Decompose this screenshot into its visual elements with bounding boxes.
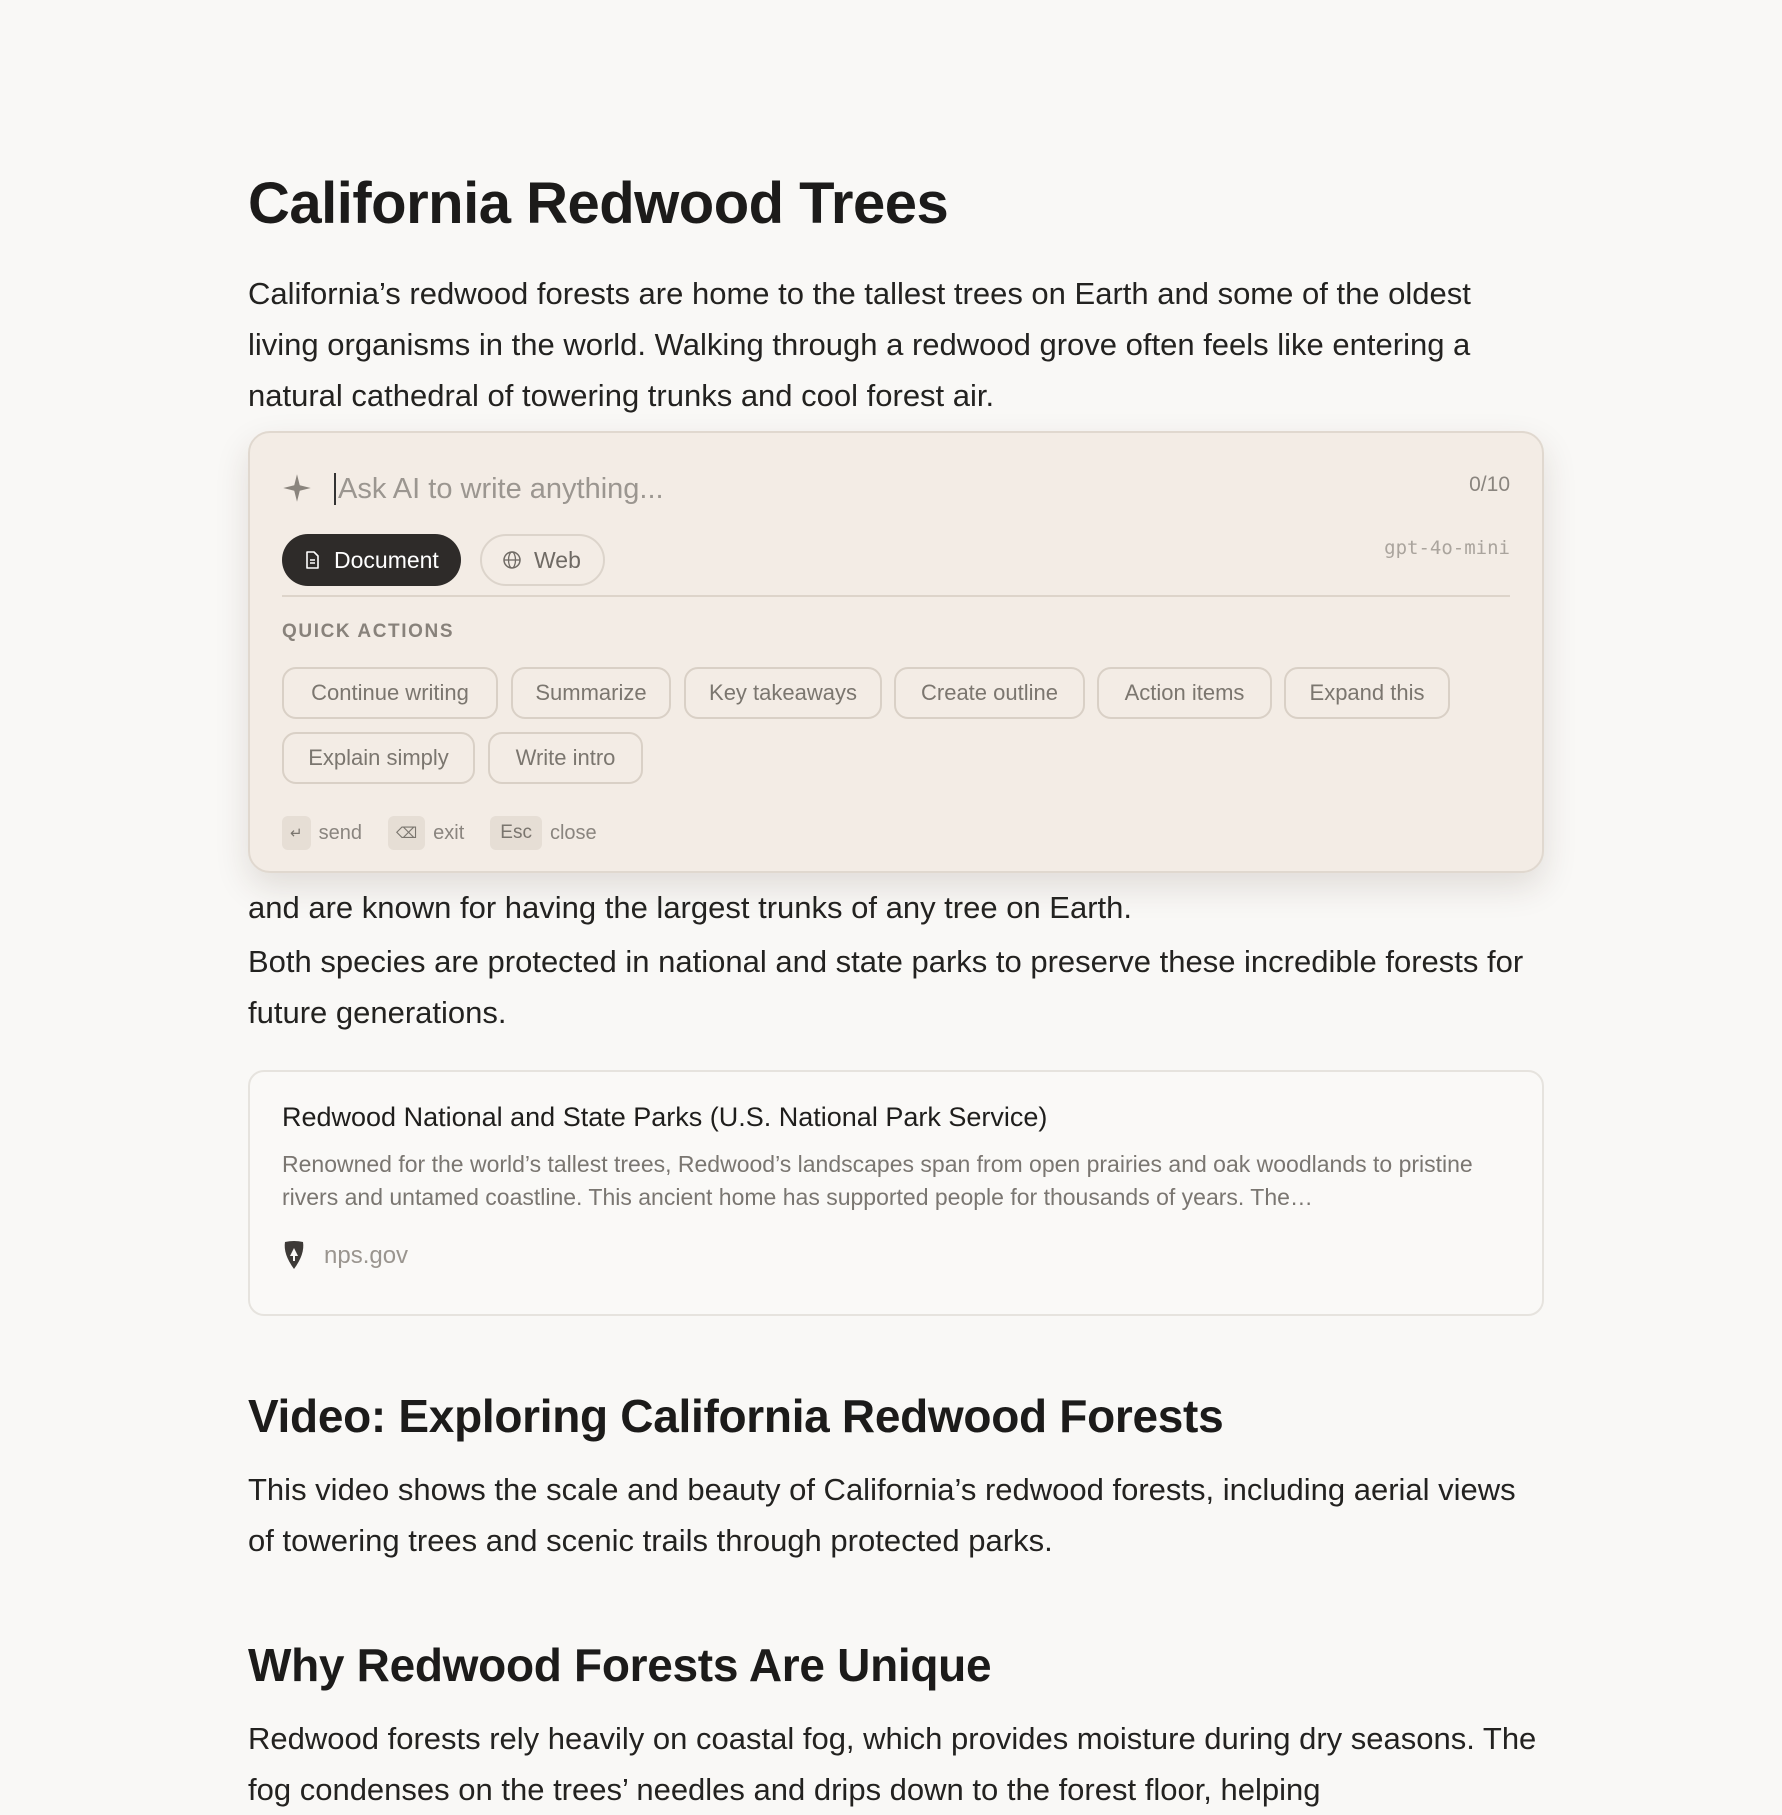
ai-prompt-input[interactable] [336,467,1338,511]
video-description-paragraph[interactable]: This video shows the scale and beauty of California’s redwood forests, including aerial views of towering trees and scenic trails through protected parks. [248,1472,1516,1558]
backspace-key-badge: ⌫ [388,816,425,850]
close-hint: close [549,821,597,844]
link-card-domain: nps.gov [324,1242,409,1269]
mode-document-button[interactable] [282,534,461,586]
globe-icon [502,550,522,570]
quick-action-action-items[interactable]: Action items [1097,667,1272,719]
quick-action-write-intro[interactable]: Write intro [488,732,643,784]
quick-action-continue-writing[interactable]: Continue writing [282,667,498,719]
unique-paragraph[interactable]: Redwood forests rely heavily on coastal fog, which provides moisture during dry seasons. The fog condenses on the trees’ needles and drips down to the forest floor, helping [248,1721,1537,1807]
mode-web-button[interactable] [480,534,605,586]
document-icon [302,550,322,570]
page-title: California Redwood Trees [248,171,949,236]
quick-action-create-outline[interactable]: Create outline [894,667,1085,719]
quick-action-key-takeaways[interactable]: Key takeaways [684,667,882,719]
mode-web-label: Web [534,546,581,573]
quick-action-explain-simply[interactable]: Explain simply [282,732,475,784]
character-counter: 0/10 [1469,473,1510,496]
keyboard-hints [282,815,623,851]
paragraph-continued[interactable]: and are known for having the largest trunks of any tree on Earth. [248,890,1133,925]
sparkle-icon [282,473,312,503]
link-card-description: Renowned for the world’s tallest trees, Redwood’s landscapes span from open prairies and oak woodlands to pristine rivers and untamed coastline. This ancient home has supported people for thousands of years. The… [282,1151,1473,1210]
quick-actions-label: QUICK ACTIONS [282,621,455,642]
send-hint: send [318,821,362,844]
link-preview-card[interactable] [248,1070,1544,1316]
quick-action-expand-this[interactable]: Expand this [1284,667,1450,719]
model-name: gpt-4o-mini [1384,537,1510,559]
ai-prompt-panel [248,431,1544,873]
nps-arrowhead-icon [282,1240,306,1270]
section-heading-unique: Why Redwood Forests Are Unique [248,1639,992,1691]
quick-action-summarize[interactable]: Summarize [511,667,671,719]
panel-divider [282,595,1510,597]
enter-key-badge: ↵ [282,816,311,850]
esc-key-badge: Esc [490,816,542,850]
intro-paragraph[interactable]: California’s redwood forests are home to the tallest trees on Earth and some of the oldest living organisms in the world. Walking through a redwood grove often feels like entering a natural cathedral of towering trunks and cool forest air. [248,276,1471,413]
mode-document-label: Document [334,546,439,573]
paragraph-protection[interactable]: Both species are protected in national and state parks to preserve these incredible forests for future generations. [248,944,1524,1030]
link-card-title: Redwood National and State Parks (U.S. National Park Service) [282,1102,1048,1132]
section-heading-video: Video: Exploring California Redwood Forests [248,1390,1224,1442]
exit-hint: exit [433,821,465,844]
